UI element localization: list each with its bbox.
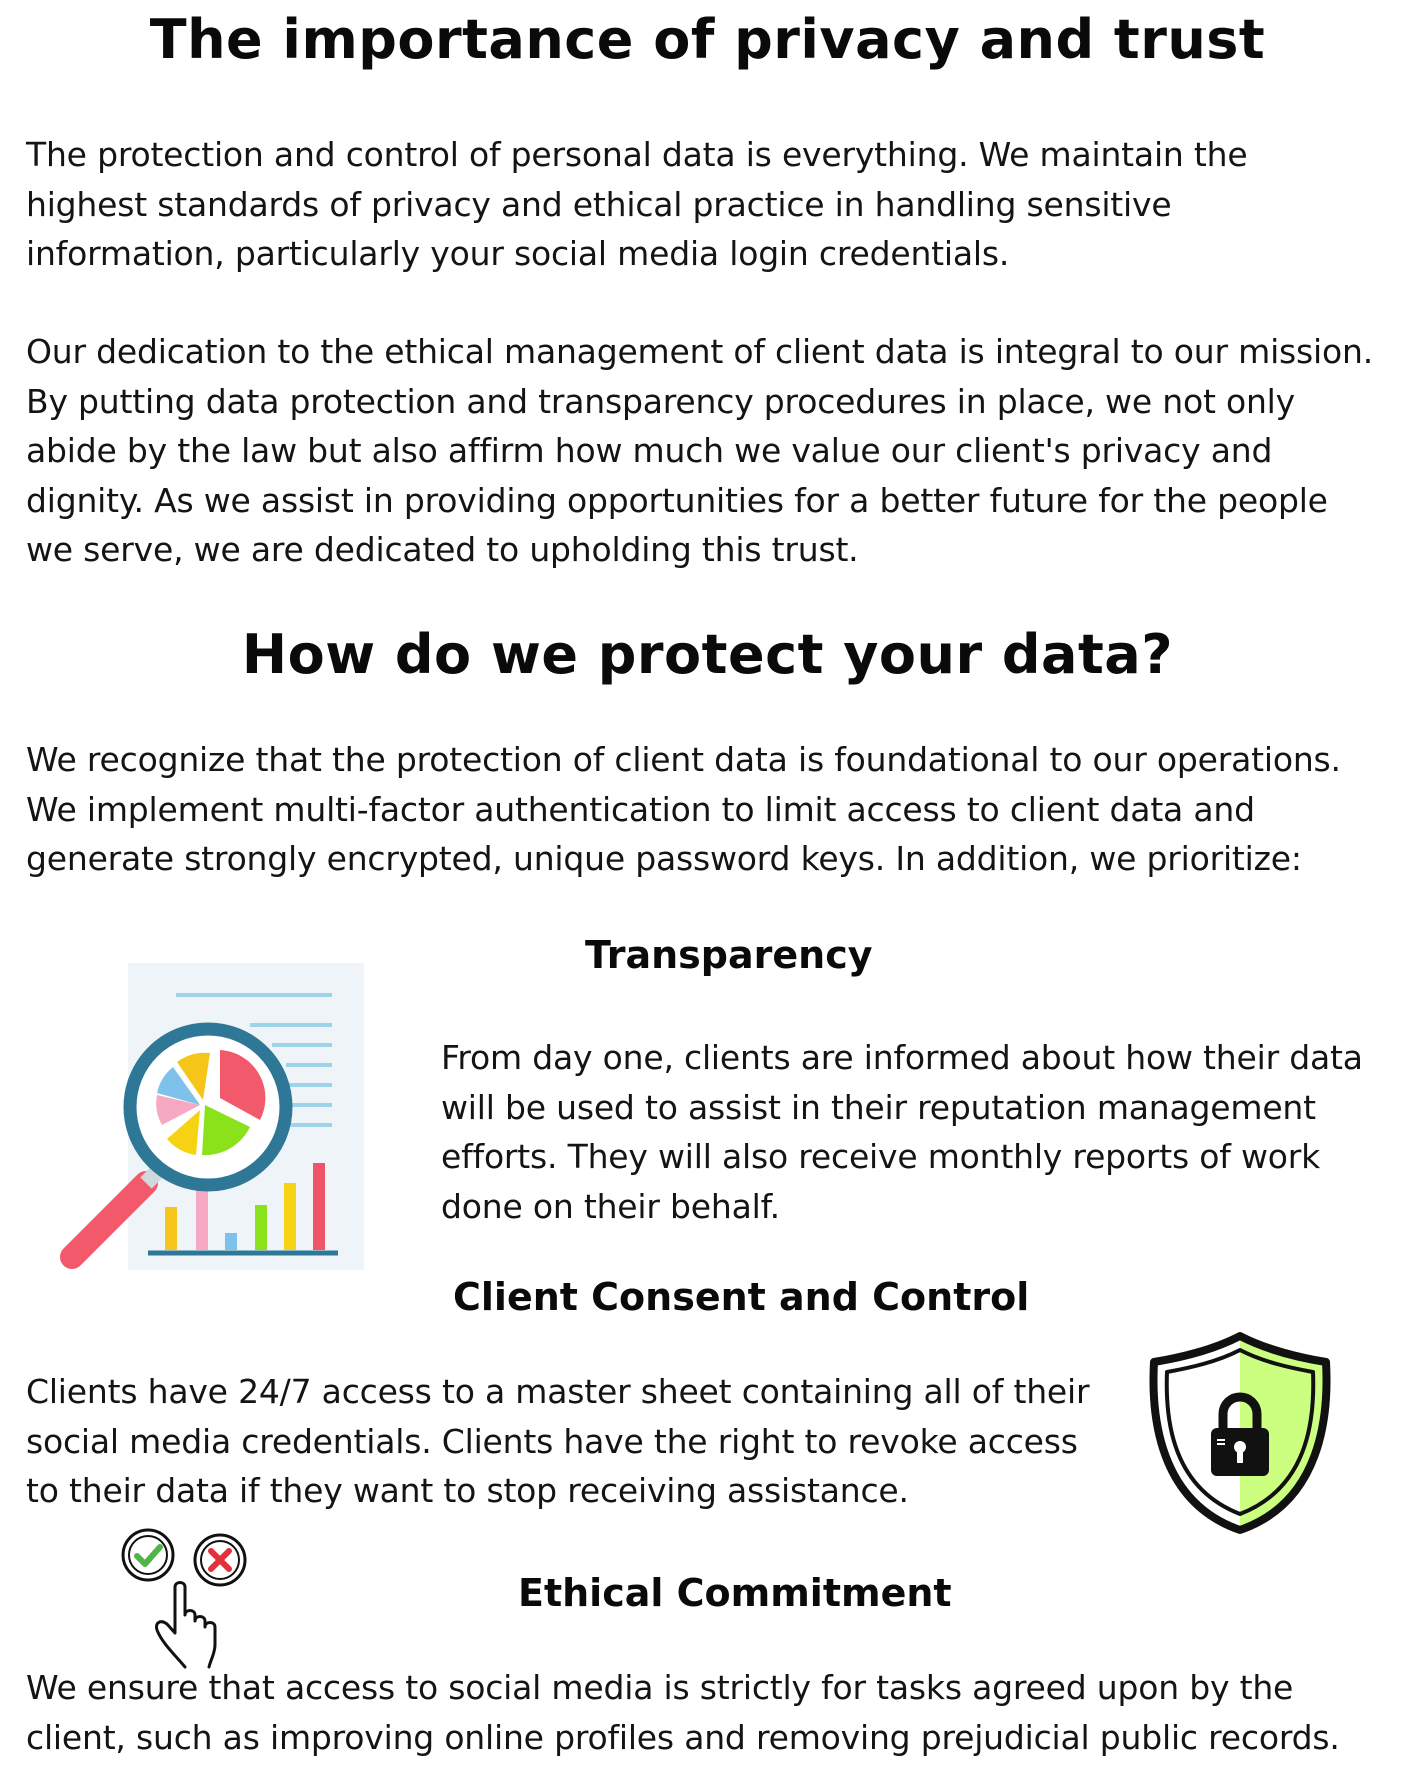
- mission-paragraph: Our dedication to the ethical management of client data is integral to our mission. By putting data protection and transparency procedures in place, we not only abide by the law but also affirm how much we value our client's privacy and dignity. As we assist in providing opportunities for a better future for the people we serve, we are dedicated to upholding this trust.: [26, 332, 1374, 569]
- transparency-body: From day one, clients are informed about how their data will be used to assist in their reputation management efforts. They will also receive monthly reports of work done on their behalf.: [441, 1038, 1363, 1226]
- consent-heading: Client Consent and Control: [453, 1275, 1030, 1319]
- protection-paragraph: We recognize that the protection of client data is foundational to our operations. We implement multi-factor authentication to limit access to client data and generate strongly encrypted, unique password keys. In addition, we prioritize:: [26, 740, 1341, 878]
- page-title: The importance of privacy and trust: [149, 8, 1266, 71]
- consent-body: Clients have 24/7 access to a master sheet containing all of their social media credentials. Clients have the right to revoke access to their data if they want to stop receiving assistance.: [26, 1372, 1090, 1510]
- shield-lock-icon: [1145, 1330, 1335, 1540]
- intro-paragraph: The protection and control of personal data is everything. We maintain the highest standards of privacy and ethical practice in handling sensitive information, particularly your social media login credentials.: [26, 135, 1248, 273]
- section-title: How do we protect your data?: [241, 623, 1174, 686]
- ethical-heading: Ethical Commitment: [518, 1571, 952, 1615]
- report-magnifier-icon: [50, 955, 370, 1275]
- approve-reject-hand-icon: [115, 1525, 255, 1670]
- transparency-heading: Transparency: [585, 933, 873, 977]
- ethical-body: We ensure that access to social media is strictly for tasks agreed upon by the client, such as improving online profiles and removing prejudicial public records.: [26, 1668, 1340, 1757]
